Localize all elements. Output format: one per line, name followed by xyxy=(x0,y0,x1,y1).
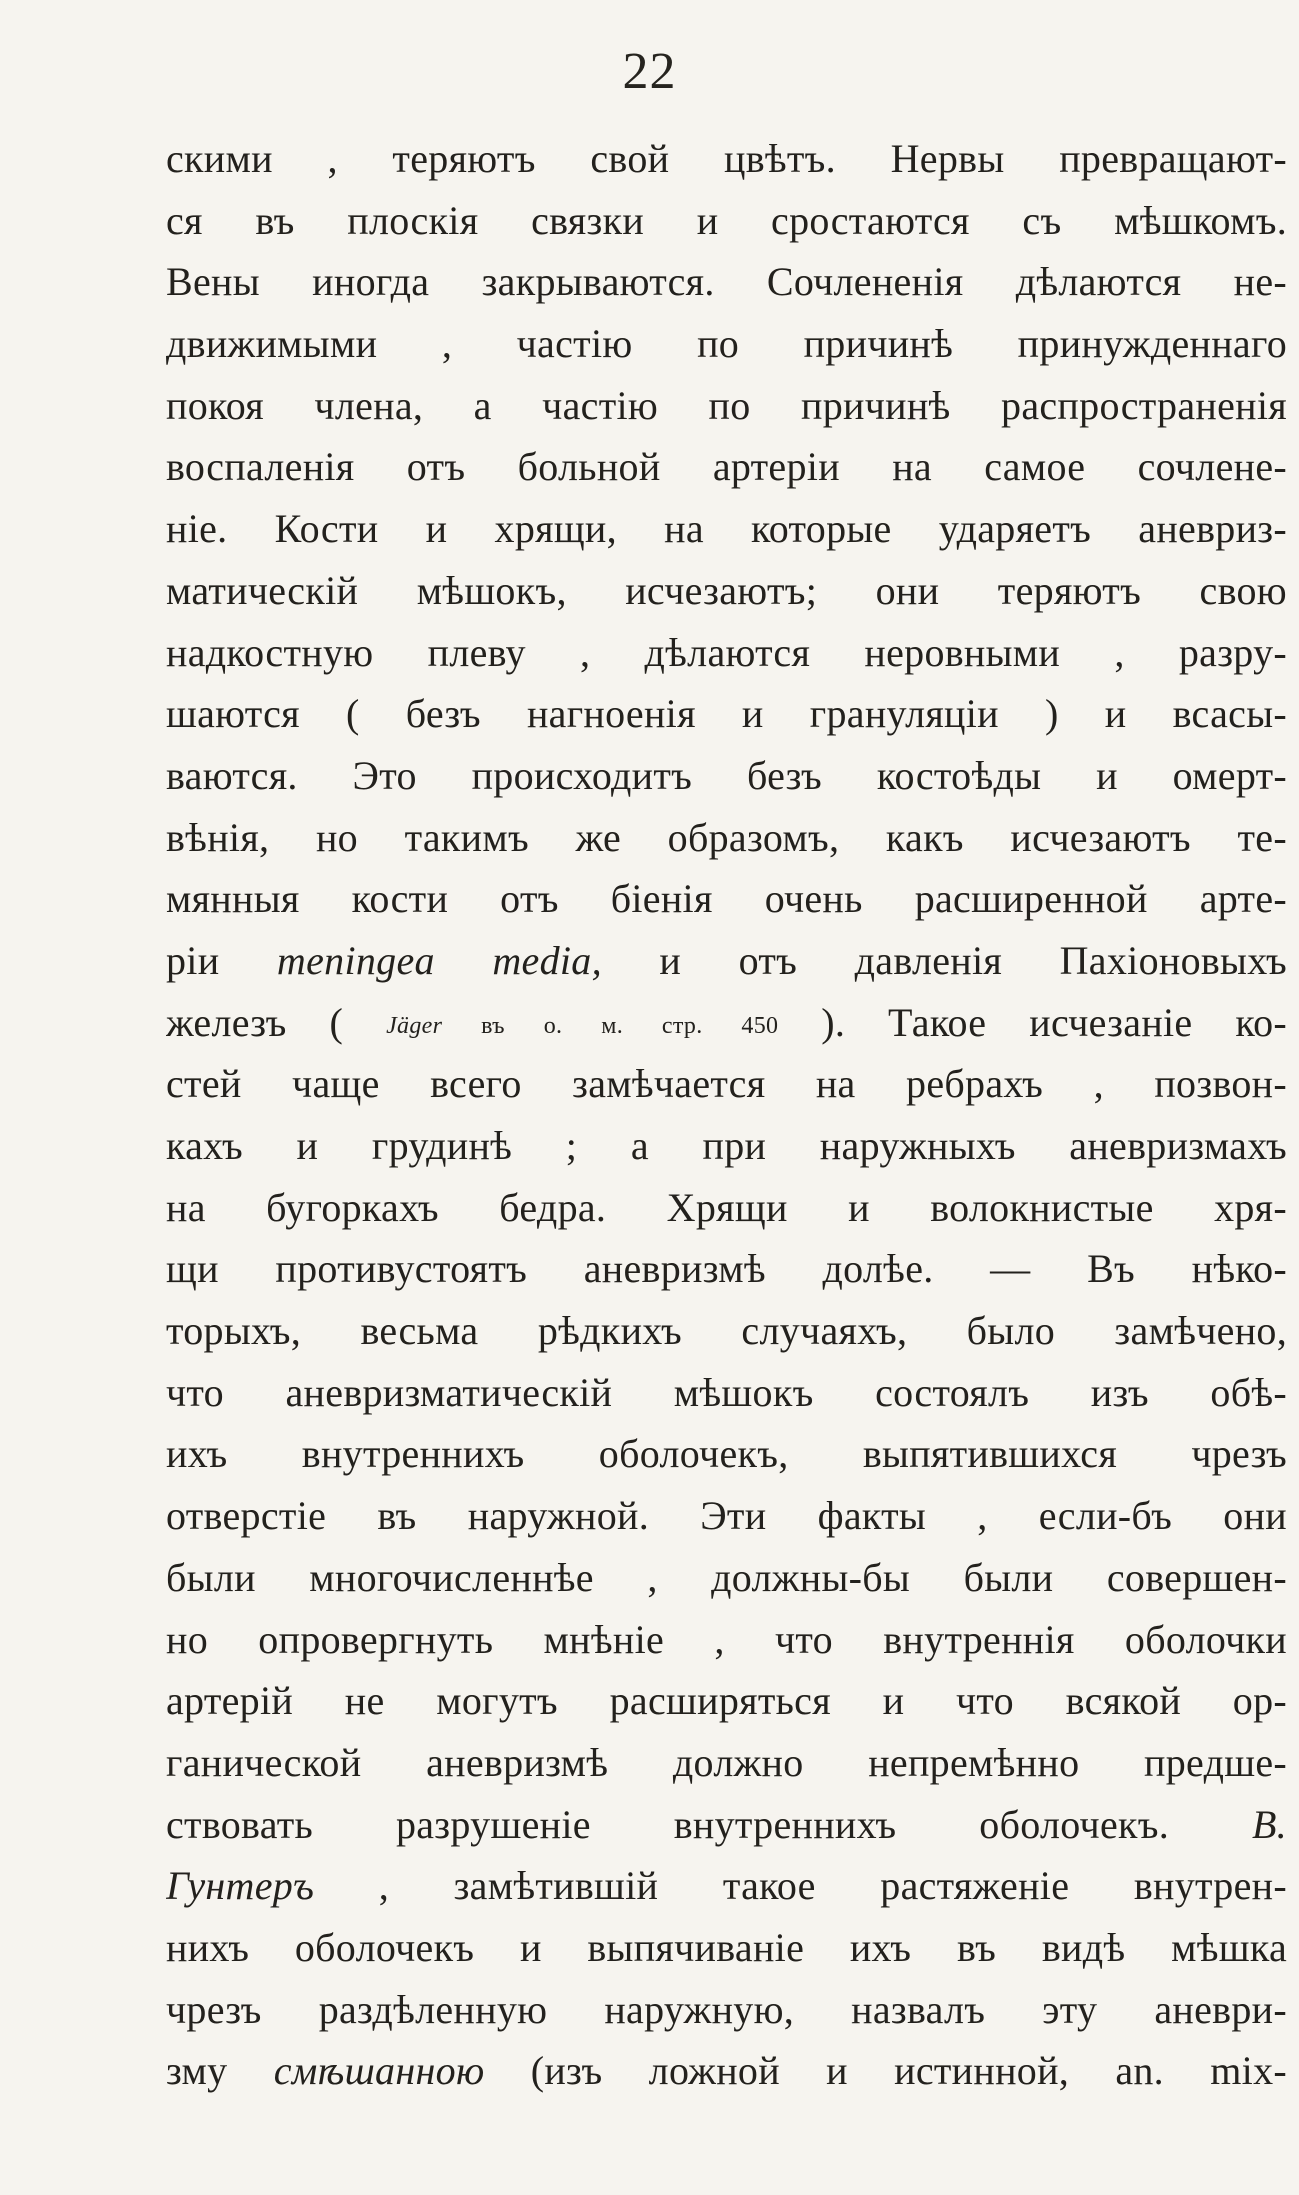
text-line xyxy=(166,992,1287,1054)
text-line xyxy=(166,1300,1287,1362)
text-segment: железъ ( xyxy=(166,999,387,1045)
text-line xyxy=(166,1917,1287,1979)
text-line xyxy=(166,683,1287,745)
text-line xyxy=(166,498,1287,560)
text-line xyxy=(166,1979,1287,2041)
text-line xyxy=(166,1423,1287,1485)
text-segment: но опровергнуть мнѣніе , что внутреннія оболочки xyxy=(166,1616,1287,1662)
text-line xyxy=(166,745,1287,807)
text-segment: надкостную плеву , дѣлаются неровными , разру- xyxy=(166,629,1287,675)
text-segment: что аневризматическій мѣшокъ состоялъ изъ обѣ- xyxy=(166,1369,1287,1415)
text-segment: ихъ внутреннихъ оболочекъ, выпятившихся чрезъ xyxy=(166,1431,1287,1477)
text-line xyxy=(166,1855,1287,1917)
text-segment: воспаленія отъ больной артеріи на самое сочлене- xyxy=(166,444,1287,490)
text-segment: стей чаще всего замѣчается на ребрахъ , позвон- xyxy=(166,1061,1287,1107)
text-line xyxy=(166,1238,1287,1300)
text-segment: на бугоркахъ бедра. Хрящи и волокнистые хря- xyxy=(166,1184,1287,1230)
text-segment: отверстіе въ наружной. Эти факты , если-бъ они xyxy=(166,1493,1287,1539)
text-line xyxy=(166,313,1287,375)
text-line xyxy=(166,868,1287,930)
text-segment: матическій мѣшокъ, исчезаютъ; они теряютъ свою xyxy=(166,567,1287,613)
text-line xyxy=(166,1053,1287,1115)
text-segment: вѣнія, но такимъ же образомъ, какъ исчезаютъ те- xyxy=(166,814,1287,860)
text-line xyxy=(166,251,1287,313)
text-line xyxy=(166,807,1287,869)
text-segment: и отъ давленія Пахіоновыхъ xyxy=(601,937,1287,983)
text-line xyxy=(166,1485,1287,1547)
text-segment: движимыми , частію по причинѣ принужденнаго xyxy=(166,321,1287,367)
body-text xyxy=(166,128,1287,2102)
text-segment: ся въ плоскія связки и сростаются съ мѣшкомъ. xyxy=(166,197,1287,243)
text-line xyxy=(166,1547,1287,1609)
text-segment: смѣшанною xyxy=(273,2048,485,2094)
text-segment: мянныя кости отъ біенія очень расширенной арте- xyxy=(166,876,1287,922)
text-segment: торыхъ, весьма рѣдкихъ случаяхъ, было замѣчено, xyxy=(166,1308,1287,1354)
text-segment: зму xyxy=(166,2048,274,2094)
text-segment: щи противустоятъ аневризмѣ долѣе. — Въ нѣко- xyxy=(166,1246,1287,1292)
text-segment: ріи xyxy=(166,937,277,983)
text-line xyxy=(166,622,1287,684)
text-line xyxy=(166,190,1287,252)
text-segment: ваются. Это происходитъ безъ костоѣды и омерт- xyxy=(166,752,1287,798)
text-line xyxy=(166,1177,1287,1239)
text-segment: Вены иногда закрываются. Сочлененія дѣлаются не- xyxy=(166,259,1287,305)
text-line xyxy=(166,436,1287,498)
text-segment: meningea media, xyxy=(276,937,602,983)
text-segment: Гунтеръ xyxy=(166,1863,315,1909)
text-line xyxy=(166,1794,1287,1856)
text-line xyxy=(166,1362,1287,1424)
text-segment: ганической аневризмѣ должно непремѣнно предше- xyxy=(166,1739,1287,1785)
text-segment: были многочисленнѣе , должны-бы были совершен- xyxy=(166,1554,1287,1600)
text-segment: , замѣтившій такое растяженіе внутрен- xyxy=(314,1863,1287,1909)
text-line xyxy=(166,2040,1287,2102)
text-segment: артерій не могутъ расширяться и что всякой ор- xyxy=(166,1678,1287,1724)
text-line xyxy=(166,560,1287,622)
text-line xyxy=(166,128,1287,190)
text-segment: шаются ( безъ нагноенія и грануляціи ) и всасы- xyxy=(166,691,1287,737)
text-segment: скими , теряютъ свой цвѣтъ. Нервы превращают- xyxy=(166,136,1287,181)
text-line xyxy=(166,1670,1287,1732)
text-segment: ніе. Кости и хрящи, на которые ударяетъ аневриз- xyxy=(166,506,1287,552)
text-segment: Jäger xyxy=(386,1012,443,1039)
text-segment: нихъ оболочекъ и выпячиваніе ихъ въ видѣ мѣшка xyxy=(166,1924,1287,1970)
text-segment: покоя члена, а частію по причинѣ распространенія xyxy=(166,382,1287,428)
text-segment: чрезъ раздѣленную наружную, назвалъ эту аневри- xyxy=(166,1986,1287,2032)
text-segment: В. xyxy=(1251,1801,1287,1847)
text-line xyxy=(166,930,1287,992)
text-segment: (изъ ложной и истинной, an. mix- xyxy=(484,2048,1287,2094)
text-line xyxy=(166,1115,1287,1177)
text-segment: ). Такое исчезаніе ко- xyxy=(778,999,1287,1045)
text-line xyxy=(166,375,1287,437)
text-line xyxy=(166,1609,1287,1671)
page-number: 22 xyxy=(622,43,677,100)
text-segment: въ о. м. стр. 450 xyxy=(442,1012,779,1039)
text-segment: ствовать разрушеніе внутреннихъ оболочекъ. xyxy=(166,1801,1252,1847)
text-line xyxy=(166,1732,1287,1794)
text-segment: кахъ и грудинѣ ; а при наружныхъ аневризмахъ xyxy=(166,1123,1287,1168)
